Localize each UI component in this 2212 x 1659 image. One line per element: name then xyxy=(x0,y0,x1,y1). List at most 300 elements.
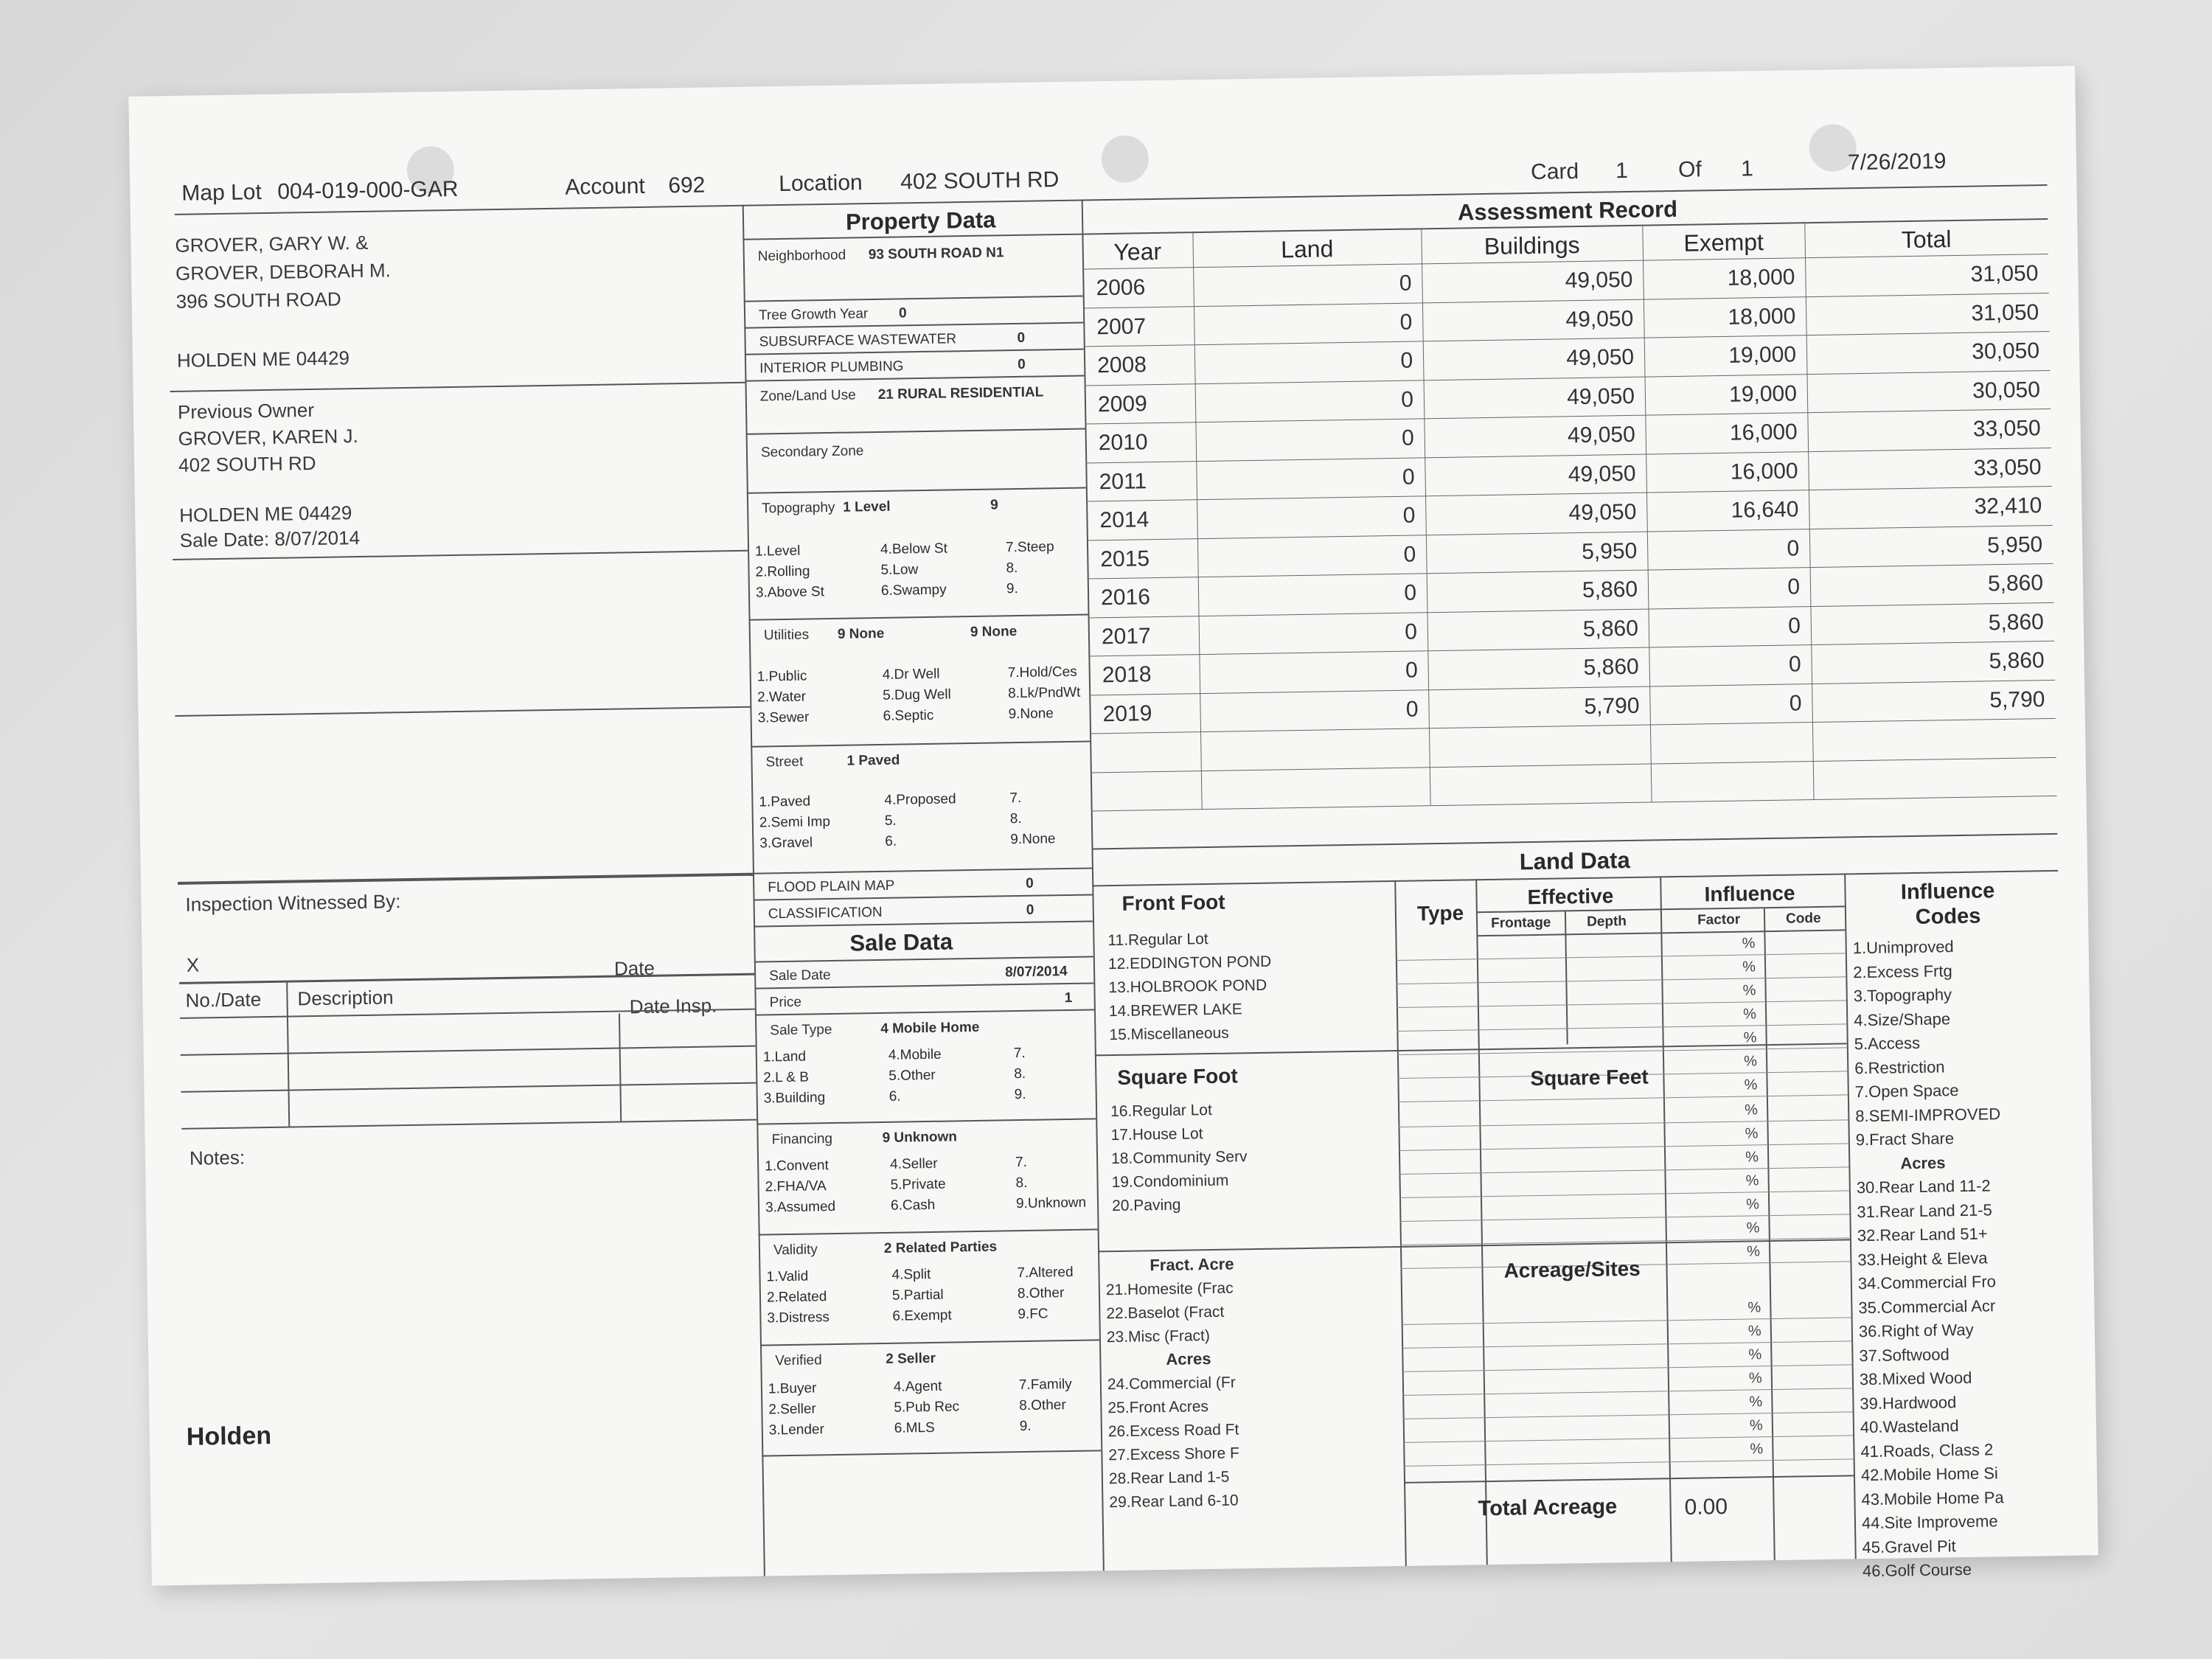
validity-option: 3.Distress xyxy=(767,1310,830,1326)
front-foot-item: 14.BREWER LAKE xyxy=(1108,1001,1243,1020)
sale-type-options xyxy=(763,1044,1125,1107)
sale-date-label: Sale Date xyxy=(768,967,831,984)
assessment-value-cell: 5,860 xyxy=(1582,616,1639,641)
utilities-option: 1.Public xyxy=(757,668,807,685)
previous-owner-sale-date: Sale Date: 8/07/2014 xyxy=(179,526,361,552)
assessment-value-cell: 0 xyxy=(1403,542,1416,567)
signature-date-label: Date xyxy=(613,956,655,980)
verified-value: 2 Seller xyxy=(886,1350,936,1367)
assessment-value-cell: 33,050 xyxy=(1972,416,2041,442)
square-foot-title: Square Foot xyxy=(1117,1064,1238,1089)
land-row-line xyxy=(1404,1458,1854,1467)
previous-owner-address: 402 SOUTH RD xyxy=(178,451,316,476)
square-foot-list xyxy=(1110,1098,1248,1218)
flood-plain-label: FLOOD PLAIN MAP xyxy=(768,877,895,896)
validity-option: 9.FC xyxy=(1018,1306,1048,1323)
account-label: Account xyxy=(565,173,645,200)
assessment-value-cell: 5,860 xyxy=(1987,571,2044,597)
assessment-value-cell: 0 xyxy=(1399,271,1412,296)
divider xyxy=(759,1228,1098,1235)
assessment-year-cell: 2011 xyxy=(1099,468,1147,494)
financing-value: 9 Unknown xyxy=(882,1129,958,1146)
classification-value: 0 xyxy=(1026,902,1034,918)
percent-symbol: % xyxy=(1744,1077,1758,1093)
financing-option: 7. xyxy=(1015,1154,1028,1171)
validity-option: 5.Partial xyxy=(891,1287,944,1304)
assessment-value-cell: 16,000 xyxy=(1729,420,1798,445)
zone-value: 21 RURAL RESIDENTIAL xyxy=(877,384,1044,403)
assessment-value-cell: 0 xyxy=(1399,310,1413,335)
influence-code-item: 46.Golf Course xyxy=(1862,1559,1972,1581)
property-card-sheet xyxy=(128,66,2098,1585)
assessment-header-exempt: Exempt xyxy=(1683,229,1764,257)
validity-value: 2 Related Parties xyxy=(883,1239,998,1256)
percent-symbol: % xyxy=(1745,1172,1759,1189)
assessment-value-cell: 49,050 xyxy=(1566,383,1635,409)
assessment-value-cell: 31,050 xyxy=(1970,261,2039,287)
percent-symbol: % xyxy=(1750,1441,1764,1458)
divider xyxy=(1764,908,1775,1560)
assessment-row-line xyxy=(1091,796,2057,812)
land-row-line xyxy=(1403,1411,1853,1419)
divider xyxy=(744,296,1083,302)
col-description: Description xyxy=(297,986,394,1010)
percent-symbol: % xyxy=(1743,1053,1758,1070)
utilities-option: 5.Dug Well xyxy=(883,686,951,703)
utilities-option: 6.Septic xyxy=(883,707,934,724)
account-value: 692 xyxy=(668,173,706,198)
assessment-year-cell: 2008 xyxy=(1096,352,1147,378)
inspection-row-line xyxy=(181,1082,756,1093)
topography-value-2: 9 xyxy=(990,497,998,513)
punch-hole xyxy=(1101,135,1149,183)
financing-option: 2.FHA/VA xyxy=(765,1178,827,1195)
assessment-value-cell: 33,050 xyxy=(1973,454,2042,481)
influence-code-item: 45.Gravel Pit xyxy=(1862,1536,1956,1557)
utilities-option: 2.Water xyxy=(757,689,807,706)
price-value: 1 xyxy=(1064,990,1073,1006)
card-value: 1 xyxy=(1615,158,1629,184)
acreage-sites-title: Acreage/Sites xyxy=(1503,1256,1641,1282)
assessment-value-cell: 5,790 xyxy=(1989,686,2045,712)
percent-symbol: % xyxy=(1745,1149,1759,1166)
assessment-year-cell: 2019 xyxy=(1102,700,1152,726)
influence-code-item: 32.Rear Land 51+ xyxy=(1857,1224,1988,1245)
land-row-line xyxy=(1398,1119,1848,1127)
influence-code-item: 9.Fract Share xyxy=(1855,1129,1955,1150)
effective-label: Effective xyxy=(1527,884,1614,909)
influence-code-item: 30.Rear Land 11-2 xyxy=(1856,1176,1991,1197)
previous-owner-name: GROVER, KAREN J. xyxy=(178,425,358,450)
assessment-year-cell: 2010 xyxy=(1098,430,1148,456)
square-feet-title: Square Feet xyxy=(1530,1065,1649,1091)
assessment-record-title: Assessment Record xyxy=(1457,195,1678,226)
assessment-value-cell: 0 xyxy=(1787,574,1801,599)
influence-code-item: 39.Hardwood xyxy=(1860,1392,1957,1413)
topography-options xyxy=(755,538,1117,602)
sale-type-label: Sale Type xyxy=(770,1022,832,1039)
sale-type-option: 7. xyxy=(1013,1045,1026,1062)
topography-option: 7.Steep xyxy=(1005,539,1054,556)
utilities-option: 4.Dr Well xyxy=(882,666,940,683)
zone-label: Zone/Land Use xyxy=(759,387,856,405)
land-row-line xyxy=(1403,1435,1853,1443)
divider xyxy=(751,740,1090,747)
utilities-option: 8.Lk/PndWt xyxy=(1008,684,1081,702)
inspection-row-line xyxy=(181,1119,757,1130)
sale-data-title: Sale Data xyxy=(849,928,953,956)
street-option: 9.None xyxy=(1010,831,1056,848)
influence-acres-label: Acres xyxy=(1900,1152,1946,1172)
assessment-year-cell: 2014 xyxy=(1099,507,1150,533)
assessment-value-cell: 16,640 xyxy=(1731,497,1799,523)
land-row-line xyxy=(1399,1214,1849,1222)
tree-growth-value: 0 xyxy=(898,305,907,321)
percent-symbol: % xyxy=(1747,1243,1761,1260)
divider xyxy=(1565,911,1568,1044)
percent-symbol: % xyxy=(1743,1029,1757,1046)
street-value: 1 Paved xyxy=(846,752,900,769)
street-option: 4.Proposed xyxy=(884,791,956,808)
influence-code-item: 44.Site Improveme xyxy=(1861,1512,1998,1533)
percent-symbol: % xyxy=(1744,1102,1759,1119)
location-label: Location xyxy=(779,170,863,197)
assessment-value-cell: 19,000 xyxy=(1728,380,1798,407)
assessment-year-cell: 2016 xyxy=(1100,585,1151,611)
verified-options xyxy=(768,1376,1130,1439)
sale-type-option: 6. xyxy=(888,1088,901,1105)
subsurface-label: SUBSURFACE WASTEWATER xyxy=(759,331,957,350)
sale-type-option: 8. xyxy=(1014,1065,1026,1082)
property-data-title: Property Data xyxy=(845,206,996,235)
inspection-row-line xyxy=(181,1046,756,1056)
utilities-option: 7.Hold/Ces xyxy=(1007,664,1077,681)
inspection-col-line xyxy=(619,1014,622,1121)
assessment-value-cell: 0 xyxy=(1401,425,1415,451)
influence-code-item: 33.Height & Eleva xyxy=(1857,1248,1988,1269)
assessment-value-cell: 18,000 xyxy=(1727,265,1795,291)
inspection-col-line xyxy=(286,982,290,1127)
factor-label: Factor xyxy=(1697,911,1741,928)
sale-type-option: 1.Land xyxy=(762,1048,807,1065)
assessment-value-cell: 0 xyxy=(1789,690,1802,716)
assessment-year-cell: 2017 xyxy=(1101,623,1151,649)
land-row-line xyxy=(1399,1190,1849,1198)
topography-option: 3.Above St xyxy=(755,584,825,601)
influence-code-item: 7.Open Space xyxy=(1854,1081,1959,1102)
utilities-value: 9 None xyxy=(837,625,885,642)
total-acreage-value: 0.00 xyxy=(1684,1495,1728,1520)
assessment-year-cell: 2015 xyxy=(1100,546,1150,571)
divider xyxy=(1091,833,2057,850)
sale-type-option: 4.Mobile xyxy=(888,1046,942,1063)
tree-growth-label: Tree Growth Year xyxy=(758,306,869,324)
percent-symbol: % xyxy=(1742,982,1756,999)
town-name: Holden xyxy=(186,1422,272,1451)
financing-options xyxy=(765,1153,1127,1217)
validity-label: Validity xyxy=(773,1242,818,1259)
percent-symbol: % xyxy=(1742,1006,1757,1023)
percent-symbol: % xyxy=(1745,1125,1759,1142)
map-lot-value: 004-019-000-GAR xyxy=(277,176,459,204)
utilities-label: Utilities xyxy=(763,627,810,644)
street-option: 7. xyxy=(1009,790,1022,807)
influence-code-item: 8.SEMI-IMPROVED xyxy=(1855,1104,2001,1125)
acres-item: 29.Rear Land 6-10 xyxy=(1109,1492,1239,1512)
land-row-line xyxy=(1397,1023,1846,1032)
verified-option: 1.Buyer xyxy=(768,1380,817,1397)
financing-option: 4.Seller xyxy=(890,1155,938,1172)
assessment-value-cell: 0 xyxy=(1405,658,1418,683)
street-label: Street xyxy=(765,754,804,771)
assessment-value-cell: 19,000 xyxy=(1728,342,1797,368)
price-label: Price xyxy=(769,994,802,1011)
fract-acre-item: 22.Baselot (Fract xyxy=(1106,1303,1225,1323)
assessment-value-cell: 5,950 xyxy=(1581,538,1638,564)
street-option: 8. xyxy=(1009,810,1022,827)
land-row-line xyxy=(1396,976,1846,984)
assessment-value-cell: 5,860 xyxy=(1583,654,1639,680)
acres-title: Acres xyxy=(1166,1349,1211,1368)
owner-line: GROVER, GARY W. & xyxy=(175,231,369,257)
assessment-value-cell: 0 xyxy=(1788,652,1801,677)
percent-symbol: % xyxy=(1746,1196,1760,1213)
divider xyxy=(755,1009,1094,1015)
owner-line: 396 SOUTH ROAD xyxy=(175,288,341,313)
previous-owner-rule xyxy=(173,550,748,560)
assessment-value-cell: 49,050 xyxy=(1565,306,1634,332)
divider xyxy=(754,956,1093,962)
plumbing-value: 0 xyxy=(1017,356,1026,372)
assessment-year-cell: 2018 xyxy=(1102,662,1152,688)
assessment-header-buildings: Buildings xyxy=(1484,231,1580,260)
assessment-header-total: Total xyxy=(1901,226,1952,254)
assessment-value-cell: 5,860 xyxy=(1582,577,1638,602)
inspection-rule xyxy=(178,873,753,885)
divider xyxy=(753,867,1092,874)
street-option: 2.Semi Imp xyxy=(759,814,831,831)
divider xyxy=(746,428,1085,435)
percent-symbol: % xyxy=(1746,1220,1760,1237)
financing-option: 9.Unknown xyxy=(1015,1194,1087,1212)
utilities-option: 3.Sewer xyxy=(757,709,810,726)
plumbing-label: INTERIOR PLUMBING xyxy=(759,358,904,377)
assessment-value-cell: 31,050 xyxy=(1971,299,2039,326)
assessment-value-cell: 0 xyxy=(1405,696,1419,722)
of-value: 1 xyxy=(1740,156,1754,181)
influence-code-item: 3.Topography xyxy=(1853,985,1952,1006)
influence-codes-list xyxy=(1852,934,2008,1583)
validity-option: 8.Other xyxy=(1017,1285,1065,1302)
utilities-option: 9.None xyxy=(1008,706,1054,723)
financing-option: 3.Assumed xyxy=(765,1198,836,1216)
acres-item: 26.Excess Road Ft xyxy=(1107,1421,1239,1441)
front-foot-title: Front Foot xyxy=(1121,890,1225,915)
street-option: 1.Paved xyxy=(759,793,811,810)
percent-symbol: % xyxy=(1742,935,1756,952)
land-row-line xyxy=(1402,1388,1852,1396)
neighborhood-label: Neighborhood xyxy=(757,247,846,265)
assessment-header-land: Land xyxy=(1280,235,1334,263)
validity-option: 7.Altered xyxy=(1017,1264,1074,1281)
assessment-value-cell: 0 xyxy=(1400,348,1413,373)
influence-code-item: 1.Unimproved xyxy=(1852,937,1954,958)
utilities-options xyxy=(757,664,1119,727)
col-date-insp: Date Insp. xyxy=(629,994,717,1018)
influence-code-item: 35.Commercial Acr xyxy=(1858,1295,1996,1317)
front-foot-list xyxy=(1107,927,1273,1047)
land-row-line xyxy=(1402,1317,1851,1325)
percent-symbol: % xyxy=(1747,1323,1761,1340)
square-foot-item: 17.House Lot xyxy=(1110,1125,1203,1144)
sale-date-value: 8/07/2014 xyxy=(1004,964,1068,981)
of-label: Of xyxy=(1677,157,1703,182)
topography-option: 9. xyxy=(1006,580,1018,597)
land-row-line xyxy=(1399,1166,1848,1175)
percent-symbol: % xyxy=(1742,959,1756,975)
verified-label: Verified xyxy=(775,1352,822,1369)
land-row-line xyxy=(1402,1340,1851,1349)
previous-owner-city: HOLDEN ME 04429 xyxy=(178,501,352,526)
divider xyxy=(747,487,1086,494)
fract-acre-title: Fract. Acre xyxy=(1150,1254,1234,1275)
assessment-year-cell: 2007 xyxy=(1096,313,1147,339)
assessment-value-cell: 49,050 xyxy=(1568,461,1636,487)
assessment-value-cell: 16,000 xyxy=(1730,458,1798,484)
total-acreage-label: Total Acreage xyxy=(1478,1495,1618,1521)
assessment-value-cell: 5,790 xyxy=(1584,693,1640,719)
influence-codes-title: Influence Codes xyxy=(1900,879,1995,929)
assessment-year-cell: 2009 xyxy=(1097,391,1148,417)
financing-option: 1.Convent xyxy=(765,1158,829,1175)
influence-code-item: 38.Mixed Wood xyxy=(1859,1368,1972,1389)
assessment-value-cell: 32,410 xyxy=(1974,493,2042,519)
validity-option: 1.Valid xyxy=(766,1268,809,1285)
neighborhood-value: 93 SOUTH ROAD N1 xyxy=(868,245,1004,263)
topography-option: 8. xyxy=(1006,560,1018,577)
assessment-value-cell: 0 xyxy=(1402,465,1415,490)
validity-options xyxy=(766,1264,1128,1327)
col-no-date: No./Date xyxy=(185,988,262,1012)
influence-label: Influence xyxy=(1704,881,1795,906)
validity-option: 4.Split xyxy=(891,1266,931,1283)
financing-option: 6.Cash xyxy=(890,1197,936,1214)
assessment-value-cell: 49,050 xyxy=(1567,422,1636,448)
assessment-year-cell: 2006 xyxy=(1096,275,1146,301)
subsurface-value: 0 xyxy=(1017,330,1026,346)
signature-line xyxy=(179,973,754,984)
assessment-value-cell: 18,000 xyxy=(1728,303,1796,330)
percent-symbol: % xyxy=(1748,1370,1762,1387)
street-option: 6. xyxy=(885,833,897,849)
assessment-value-cell: 0 xyxy=(1401,387,1414,412)
assessment-value-cell: 30,050 xyxy=(1972,338,2040,364)
sale-type-option: 3.Building xyxy=(763,1090,826,1107)
square-foot-item: 20.Paving xyxy=(1111,1196,1181,1215)
divider xyxy=(749,614,1088,621)
property-column-border xyxy=(742,205,765,1576)
fract-acre-item: 23.Misc (Fract) xyxy=(1106,1327,1211,1346)
influence-code-item: 6.Restriction xyxy=(1854,1057,1945,1077)
influence-code-item: 34.Commercial Fro xyxy=(1857,1272,1997,1293)
land-row-line xyxy=(1399,1143,1848,1151)
assessment-value-cell: 0 xyxy=(1787,535,1800,561)
sale-type-option: 2.L & B xyxy=(763,1069,810,1086)
divider xyxy=(1098,1239,1850,1252)
owner-city: HOLDEN ME 04429 xyxy=(176,347,350,372)
acres-item: 24.Commercial (Fr xyxy=(1107,1374,1236,1394)
verified-option: 8.Other xyxy=(1019,1397,1066,1414)
front-foot-item: 15.Miscellaneous xyxy=(1109,1024,1229,1044)
financing-option: 8. xyxy=(1015,1175,1028,1192)
utilities-value-2: 9 None xyxy=(970,624,1018,641)
verified-option: 9. xyxy=(1019,1418,1032,1435)
influence-code-item: 36.Right of Way xyxy=(1858,1320,1974,1341)
flood-plain-value: 0 xyxy=(1026,875,1034,891)
assessment-value-cell: 5,860 xyxy=(1988,609,2045,635)
influence-code-item: 43.Mobile Home Pa xyxy=(1861,1487,2004,1509)
assessment-value-cell: 30,050 xyxy=(1972,377,2041,403)
depth-label: Depth xyxy=(1586,914,1627,930)
assessment-value-cell: 0 xyxy=(1404,619,1418,644)
assessment-value-cell: 0 xyxy=(1787,613,1801,639)
influence-code-item: 31.Rear Land 21-5 xyxy=(1857,1200,1992,1221)
topography-value: 1 Level xyxy=(843,498,891,515)
fract-acre-item: 21.Homesite (Frac xyxy=(1105,1279,1234,1299)
percent-symbol: % xyxy=(1747,1299,1761,1316)
assessment-value-cell: 5,950 xyxy=(1986,532,2043,557)
card-label: Card xyxy=(1530,159,1579,184)
influence-code-item: 40.Wasteland xyxy=(1860,1416,1959,1437)
land-row-line xyxy=(1396,953,1846,961)
verified-option: 6.MLS xyxy=(894,1419,935,1436)
assessment-value-cell: 5,860 xyxy=(1989,648,2045,674)
verified-option: 7.Family xyxy=(1018,1376,1072,1394)
validity-option: 6.Exempt xyxy=(892,1307,952,1324)
divider xyxy=(762,1450,1101,1456)
influence-code-item: 2.Excess Frtg xyxy=(1853,961,1952,981)
frontage-label: Frontage xyxy=(1490,914,1551,931)
divider xyxy=(1404,1475,1854,1484)
owner-rule xyxy=(170,382,745,392)
influence-code-item: 5.Access xyxy=(1854,1033,1921,1054)
influence-code-item: 4.Size/Shape xyxy=(1854,1009,1951,1029)
assessment-row-line xyxy=(1091,757,2056,773)
assessment-value-cell: 49,050 xyxy=(1566,344,1635,371)
financing-option: 5.Private xyxy=(890,1176,946,1193)
verified-option: 2.Seller xyxy=(768,1401,816,1418)
percent-symbol: % xyxy=(1749,1417,1763,1434)
topography-label: Topography xyxy=(762,499,835,517)
percent-symbol: % xyxy=(1748,1346,1762,1363)
sale-type-option: 5.Other xyxy=(888,1067,936,1084)
previous-owner-label: Previous Owner xyxy=(177,398,315,423)
notes-label: Notes: xyxy=(189,1146,246,1169)
sale-type-option: 9. xyxy=(1014,1086,1026,1103)
signature-x: X xyxy=(186,953,200,976)
acres-list xyxy=(1107,1371,1240,1514)
influence-code-item: 41.Roads, Class 2 xyxy=(1860,1439,1994,1461)
assessment-header-year: Year xyxy=(1113,237,1162,265)
acres-item: 25.Front Acres xyxy=(1107,1398,1209,1417)
verified-option: 3.Lender xyxy=(768,1422,824,1439)
influence-code-item: 37.Softwood xyxy=(1859,1344,1950,1365)
validity-option: 2.Related xyxy=(766,1289,827,1306)
land-data-title: Land Data xyxy=(1519,847,1630,875)
topography-option: 4.Below St xyxy=(880,540,948,557)
street-option: 3.Gravel xyxy=(759,835,813,852)
code-label: Code xyxy=(1785,910,1821,927)
